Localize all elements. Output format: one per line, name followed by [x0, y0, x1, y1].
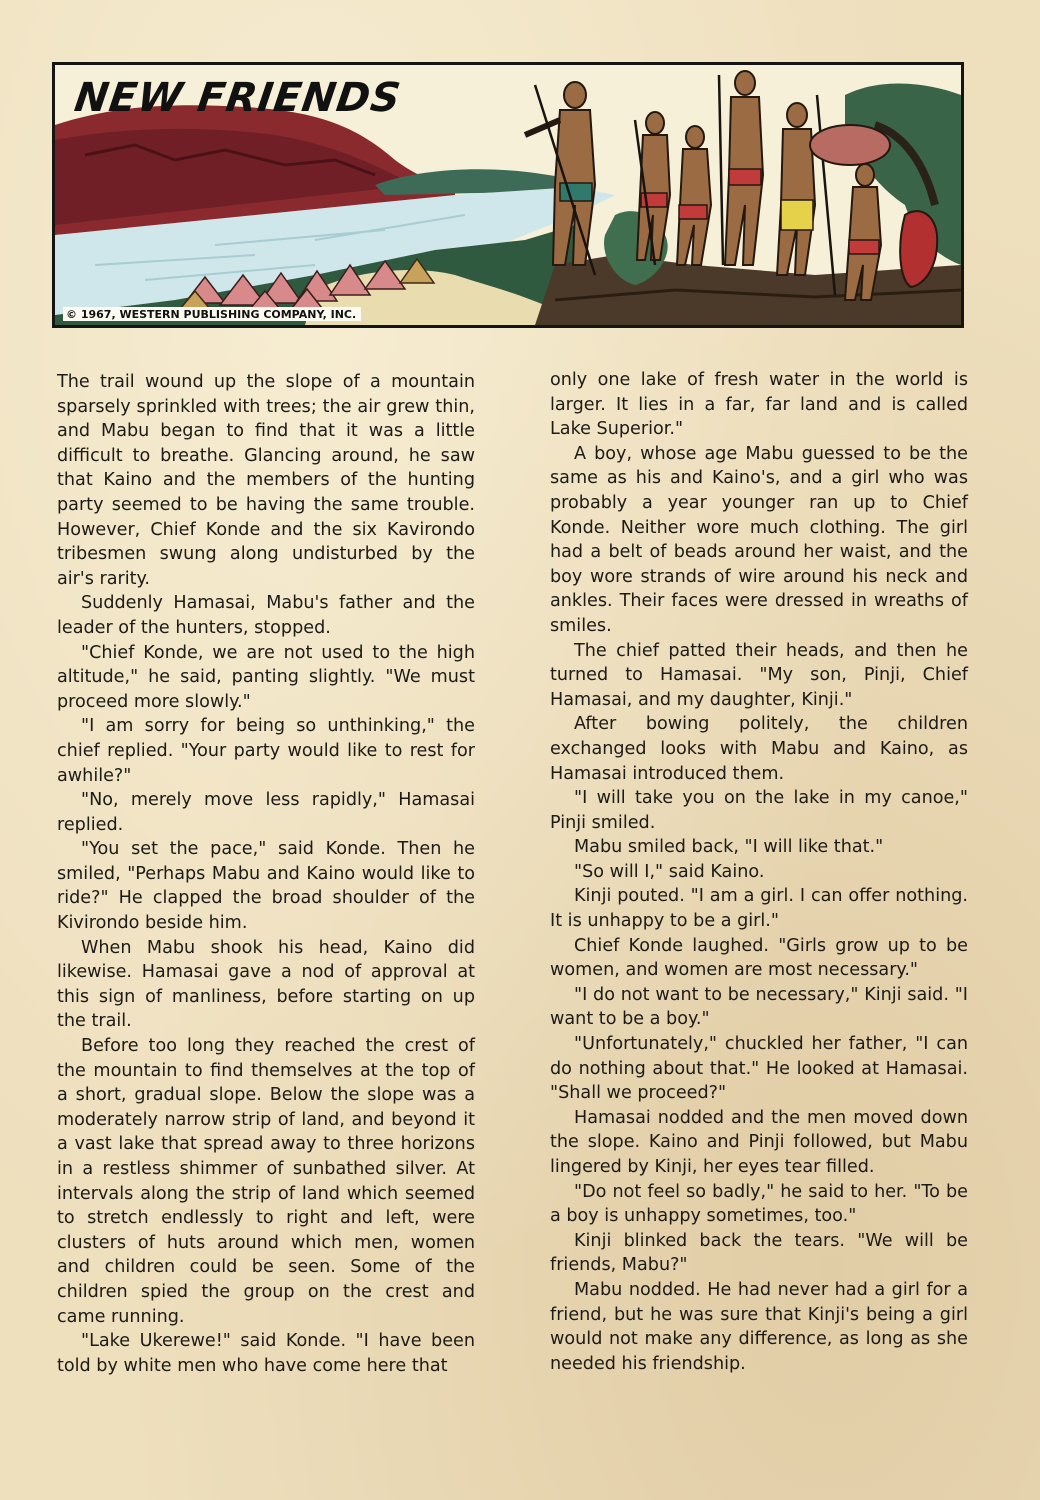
- paragraph: "Lake Ukerewe!" said Konde. "I have been told by white men who have come here that: [57, 1331, 475, 1376]
- right-text-column: [550, 368, 968, 1376]
- paragraph: Kinji blinked back the tears. "We will be friends, Mabu?": [550, 1230, 968, 1276]
- paragraph: "You set the pace," said Konde. Then he smiled, "Perhaps Mabu and Kaino would like to ride?" He clapped the broad shoulder of the Kivirondo beside him.: [57, 839, 475, 934]
- paragraph: Kinji pouted. "I am a girl. I can offer nothing. It is unhappy to be a girl.": [550, 886, 968, 932]
- copyright-notice: © 1967, WESTERN PUBLISHING COMPANY, INC.: [63, 307, 361, 321]
- paragraph-continuation: only one lake of fresh water in the world is larger. It lies in a far, far land and is called Lake Superior.": [550, 370, 968, 440]
- paragraph: The chief patted their heads, and then he turned to Hamasai. "My son, Pinji, Chief Hamasai, and my daughter, Kinji.": [550, 640, 968, 710]
- paragraph: Suddenly Hamasai, Mabu's father and the leader of the hunters, stopped.: [57, 593, 475, 638]
- paragraph: Mabu smiled back, "I will like that.": [574, 837, 884, 858]
- paragraph: Hamasai nodded and the men moved down the slope. Kaino and Pinji followed, but Mabu lingered by Kinji, her eyes tear filled.: [550, 1107, 968, 1177]
- paragraph: "I am sorry for being so unthinking," the chief replied. "Your party would like to rest for awhile?": [57, 716, 475, 786]
- story-title: NEW FRIENDS: [71, 75, 404, 121]
- paragraph: Before too long they reached the crest of the mountain to find themselves at the top of a short, gradual slope. Below the slope was a moderately narrow strip of land, and beyond it a vast lake that spread away to three horizons in a restless shimmer of sunbathed silver. At intervals along the strip of land which seemed to stretch endlessly to right and left, were clusters of huts around which men, women and children could be seen. Some of the children spied the group on the crest and came running.: [57, 1036, 475, 1327]
- paragraph: A boy, whose age Mabu guessed to be the same as his and Kaino's, and a girl who was probably a year younger ran up to Chief Konde. Neither wore much clothing. The girl had a belt of beads around her waist, and the boy wore strands of wire around his neck and ankles. Their faces were dressed in wreaths of smiles.: [550, 443, 968, 636]
- paragraph: "No, merely move less rapidly," Hamasai replied.: [57, 790, 475, 835]
- paragraph: When Mabu shook his head, Kaino did likewise. Hamasai gave a nod of approval at this sign of manliness, before starting on up the trail.: [57, 937, 475, 1032]
- left-text-column: [57, 370, 475, 1378]
- paragraph: Mabu nodded. He had never had a girl for a friend, but he was sure that Kinji's being a girl would not make any difference, as long as she needed his friendship.: [550, 1279, 968, 1374]
- paragraph: "I do not want to be necessary," Kinji said. "I want to be a boy.": [550, 984, 968, 1030]
- paragraph: "So will I," said Kaino.: [574, 861, 765, 882]
- paragraph: "Unfortunately," chuckled her father, "I can do nothing about that." He looked at Hamasai. "Shall we proceed?": [550, 1034, 968, 1104]
- paragraph: "Do not feel so badly," he said to her. "To be a boy is unhappy sometimes, too.": [550, 1181, 968, 1227]
- paragraph: The trail wound up the slope of a mountain sparsely sprinkled with trees; the air grew thin, and Mabu began to find that it was a little difficult to breathe. Glancing around, he saw that Kaino and the members of the hunting party seemed to be having the same trouble. However, Chief Konde and the six Kavirondo tribesmen swung along undisturbed by the air's rarity.: [57, 372, 475, 589]
- paragraph: After bowing politely, the children exchanged looks with Mabu and Kaino, as Hamasai introduced them.: [550, 714, 968, 784]
- paragraph: "Chief Konde, we are not used to the high altitude," he said, panting slightly. "We must proceed more slowly.": [57, 642, 475, 712]
- title-illustration-panel: [52, 62, 964, 328]
- paragraph: Chief Konde laughed. "Girls grow up to be women, and women are most necessary.": [550, 935, 968, 981]
- paragraph: "I will take you on the lake in my canoe," Pinji smiled.: [550, 788, 968, 833]
